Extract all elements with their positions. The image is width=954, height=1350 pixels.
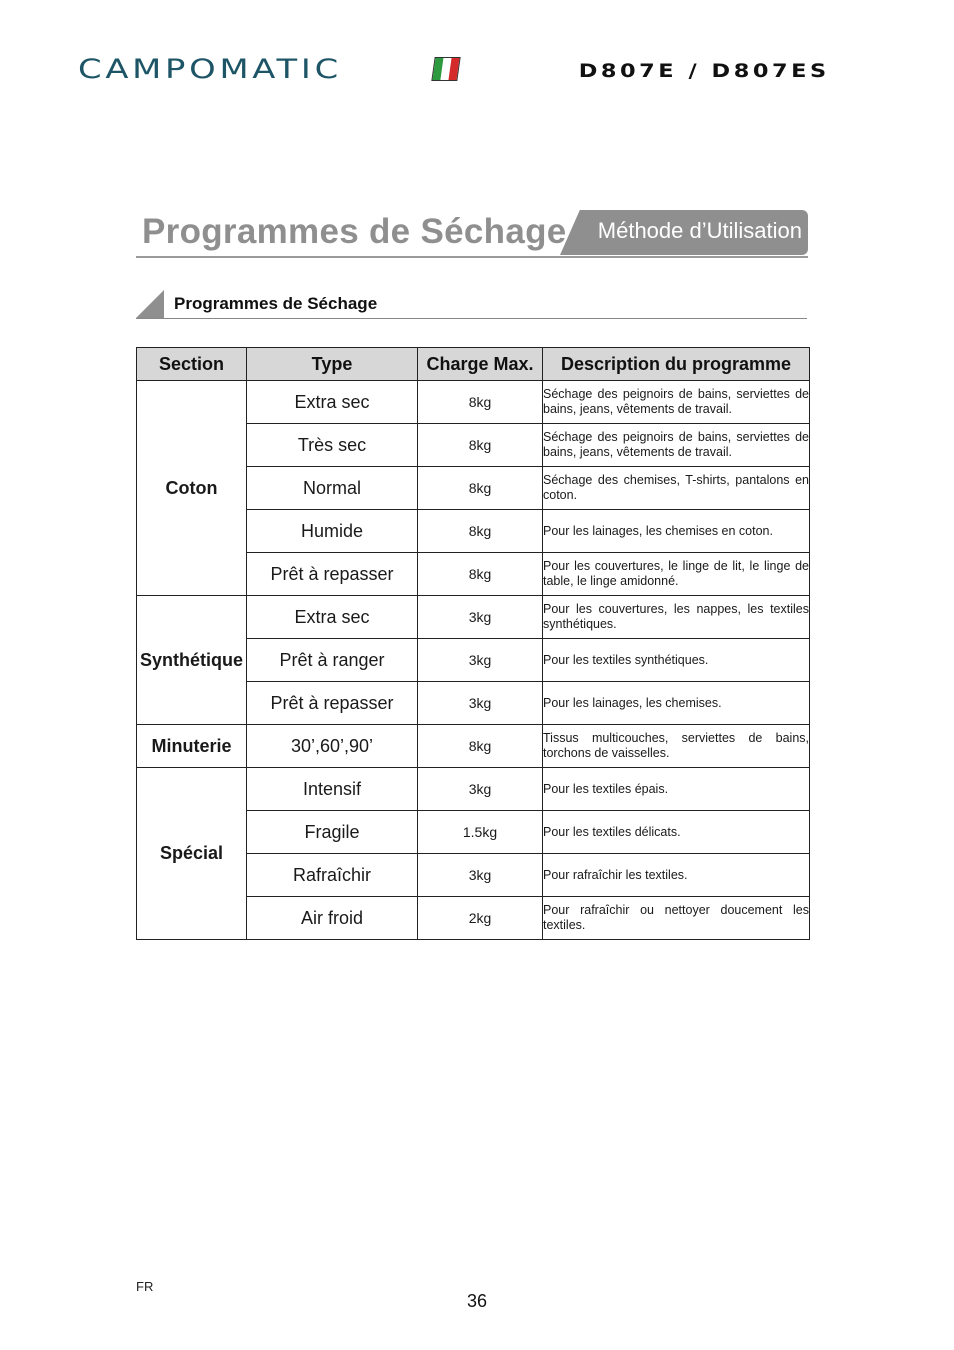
charge-cell: 8kg <box>418 424 543 467</box>
type-cell: Fragile <box>247 811 418 854</box>
type-cell: 30’,60’,90’ <box>247 725 418 768</box>
section-cell: Spécial <box>137 768 247 940</box>
triangle-marker-icon <box>136 290 164 318</box>
header-section: Section <box>137 348 247 381</box>
charge-cell: 3kg <box>418 682 543 725</box>
charge-cell: 3kg <box>418 639 543 682</box>
type-cell: Prêt à repasser <box>247 553 418 596</box>
type-cell: Normal <box>247 467 418 510</box>
flag-red-stripe <box>448 58 459 80</box>
description-cell: Pour les textiles épais. <box>543 768 810 811</box>
description-cell: Séchage des peignoirs de bains, serviettes de bains, jeans, vêtements de travail. <box>543 424 810 467</box>
charge-cell: 3kg <box>418 596 543 639</box>
type-cell: Rafraîchir <box>247 854 418 897</box>
description-cell: Pour les couvertures, les nappes, les textiles synthétiques. <box>543 596 810 639</box>
description-cell: Pour rafraîchir ou nettoyer doucement les textiles. <box>543 897 810 940</box>
description-cell: Tissus multicouches, serviettes de bains, torchons de vaisselles. <box>543 725 810 768</box>
description-cell: Pour les lainages, les chemises. <box>543 682 810 725</box>
type-cell: Air froid <box>247 897 418 940</box>
section-cell: Minuterie <box>137 725 247 768</box>
charge-cell: 8kg <box>418 553 543 596</box>
drying-programs-table <box>136 347 810 940</box>
table-row <box>137 381 810 424</box>
charge-cell: 8kg <box>418 467 543 510</box>
italian-flag-icon <box>431 57 460 81</box>
charge-cell: 3kg <box>418 768 543 811</box>
charge-cell: 8kg <box>418 725 543 768</box>
type-cell: Prêt à ranger <box>247 639 418 682</box>
description-cell: Pour les textiles synthétiques. <box>543 639 810 682</box>
table-row <box>137 768 810 811</box>
description-cell: Pour les textiles délicats. <box>543 811 810 854</box>
description-cell: Séchage des chemises, T-shirts, pantalons en coton. <box>543 467 810 510</box>
table-row <box>137 596 810 639</box>
model-number: D807E / D807ES <box>579 60 830 82</box>
header-description: Description du programme <box>543 348 810 381</box>
charge-cell: 8kg <box>418 381 543 424</box>
charge-cell: 1.5kg <box>418 811 543 854</box>
header-charge: Charge Max. <box>418 348 543 381</box>
description-cell: Pour les lainages, les chemises en coton. <box>543 510 810 553</box>
type-cell: Extra sec <box>247 596 418 639</box>
section-cell: Synthétique <box>137 596 247 725</box>
type-cell: Humide <box>247 510 418 553</box>
subsection-title: Programmes de Séchage <box>174 294 378 313</box>
description-cell: Pour rafraîchir les textiles. <box>543 854 810 897</box>
table-header-row <box>137 348 810 381</box>
brand-name: CAMPOMATIC <box>78 54 342 85</box>
page-title-bar <box>136 208 808 258</box>
charge-cell: 8kg <box>418 510 543 553</box>
type-cell: Très sec <box>247 424 418 467</box>
language-code: FR <box>136 1279 154 1294</box>
section-cell: Coton <box>137 381 247 596</box>
subsection-heading <box>136 290 807 319</box>
type-cell: Intensif <box>247 768 418 811</box>
type-cell: Extra sec <box>247 381 418 424</box>
description-cell: Pour les couvertures, le linge de lit, le linge de table, le linge amidonné. <box>543 553 810 596</box>
table-row <box>137 725 810 768</box>
page-title: Programmes de Séchage <box>142 212 567 251</box>
description-cell: Séchage des peignoirs de bains, serviettes de bains, jeans, vêtements de travail. <box>543 381 810 424</box>
header-type: Type <box>247 348 418 381</box>
chapter-tab-label: Méthode d’Utilisation <box>597 218 802 243</box>
charge-cell: 2kg <box>418 897 543 940</box>
type-cell: Prêt à repasser <box>247 682 418 725</box>
charge-cell: 3kg <box>418 854 543 897</box>
page-number: 36 <box>466 1291 488 1311</box>
brand-logo <box>78 54 342 85</box>
